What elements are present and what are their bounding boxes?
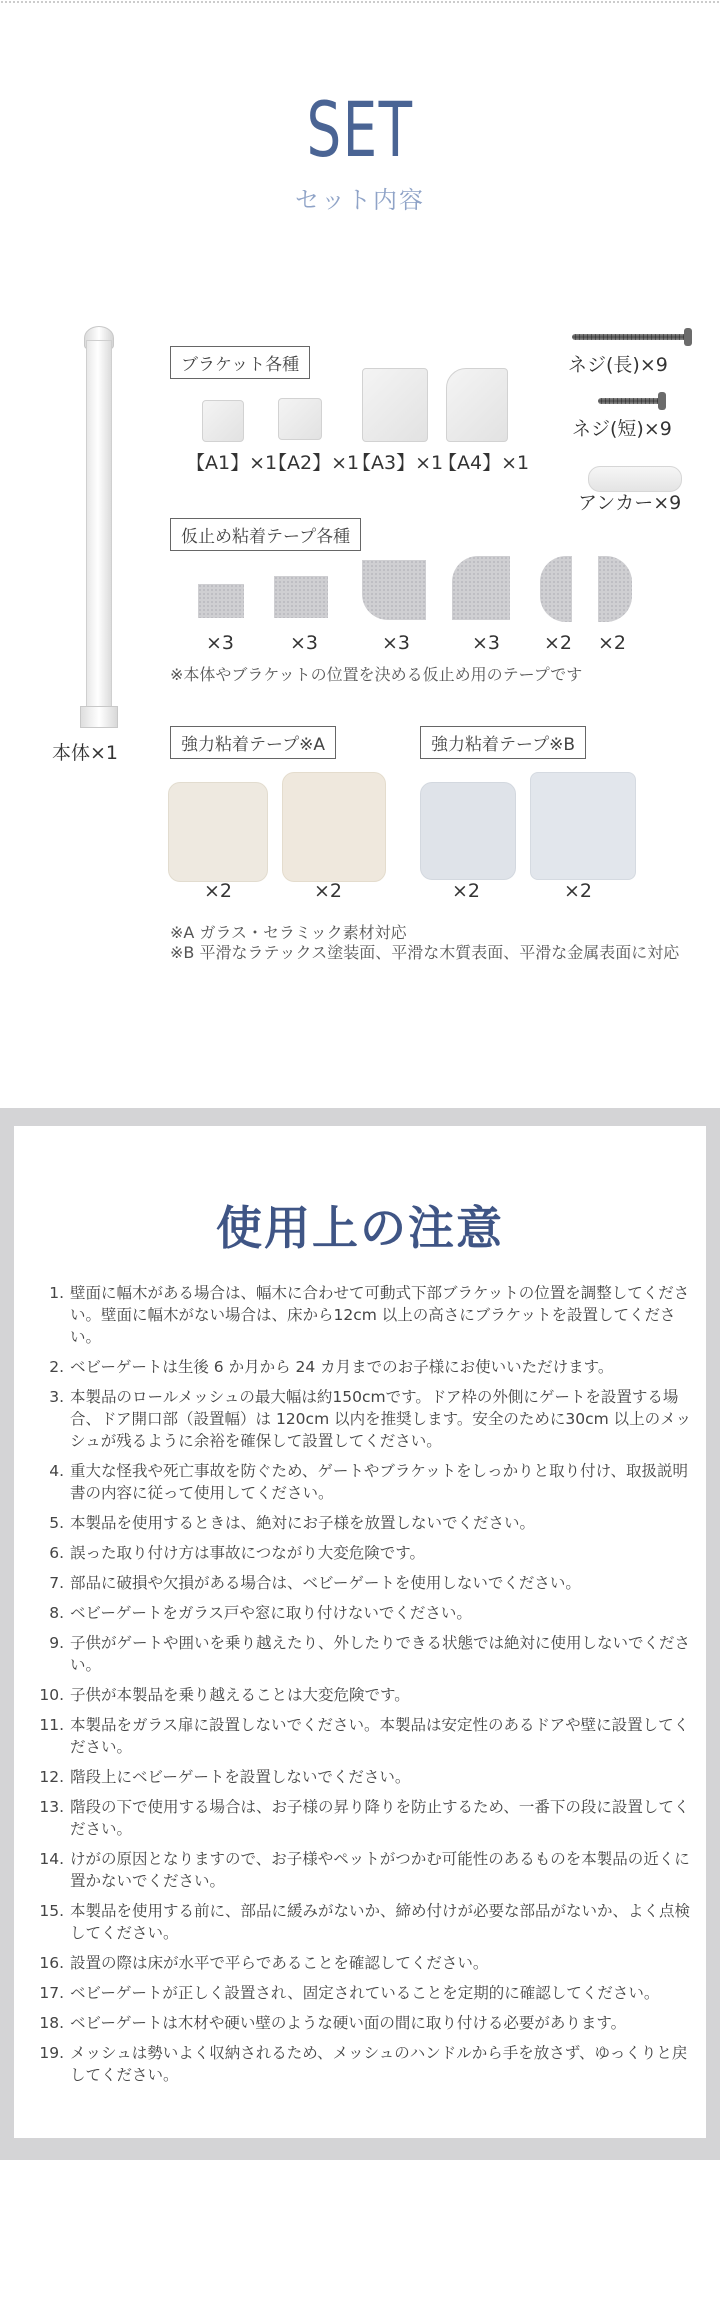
temp-tape-heading: 仮止め粘着テープ各種 [170,518,361,551]
gate-body-image [86,340,112,720]
notice-item-number: 11. [39,1716,64,1734]
body-count-label: 本体×1 [52,742,119,764]
notice-item-text: 壁面に幅木がある場合は、幅木に合わせて可動式下部ブラケットの位置を調整してください。壁面に幅木がない場合は、床から12cm 以上の高さにブラケットを設置してください。 [70,1284,690,1346]
strong-tape-a-image-1 [168,782,268,882]
notice-item-text: 階段の下で使用する場合は、お子様の昇り降りを防止するため、一番下の段に設置してください。 [70,1798,690,1838]
notice-item [36,1282,696,1348]
notice-item [36,1460,696,1504]
notice-item-number: 8. [49,1604,64,1622]
bracket-a1-label: 【A1】×1 [186,452,278,474]
notice-item-text: メッシュは勢いよく収納されるため、メッシュのハンドルから手を放さず、ゆっくりと戻してください。 [70,2044,688,2084]
bracket-a3-image [362,368,428,442]
temp-tape-count-3: ×3 [382,632,411,654]
notice-item-number: 1. [49,1284,64,1302]
notice-item [36,1356,696,1378]
notice-item-number: 6. [49,1544,64,1562]
bracket-a4-label: 【A4】×1 [438,452,530,474]
page-title: SET [306,85,414,174]
notice-item-number: 14. [39,1850,64,1868]
notice-item-text: ベビーゲートが正しく設置され、固定されていることを定期的に確認してください。 [70,1984,660,2002]
temp-tape-note: ※本体やブラケットの位置を決める仮止め用のテープです [170,665,583,684]
notice-item-number: 18. [39,2014,64,2032]
notice-item-text: けがの原因となりますので、お子様やペットがつかむ可能性のあるものを本製品の近くに置かないでください。 [70,1850,690,1890]
notice-item [36,1848,696,1892]
strong-tape-b-count-2: ×2 [564,880,593,902]
notice-item-text: 本製品を使用する前に、部品に緩みがないか、締め付けが必要な部品がないか、よく点検してください。 [70,1902,691,1942]
notice-item-text: 部品に破損や欠損がある場合は、ベビーゲートを使用しないでください。 [70,1574,581,1592]
notice-item [36,1386,696,1452]
strong-tape-b-image-2 [530,772,636,880]
strong-tape-b-count-1: ×2 [452,880,481,902]
notice-item [36,1714,696,1758]
anchor-label: アンカー×9 [578,492,682,514]
temp-tape-count-4: ×3 [472,632,501,654]
notice-item-text: ベビーゲートは木材や硬い壁のような硬い面の間に取り付ける必要があります。 [70,2014,627,2032]
strong-tape-a-image-2 [282,772,386,882]
bracket-a2-image [278,398,322,440]
notice-item-number: 7. [49,1574,64,1592]
notice-item [36,1952,696,1974]
notice-item [36,1796,696,1840]
long-screw-label: ネジ(長)×9 [568,354,668,376]
notice-item [36,1602,696,1624]
bracket-a3-label: 【A3】×1 [352,452,444,474]
notice-panel [0,1108,720,2160]
notice-item-text: 誤った取り付け方は事故につながり大変危険です。 [70,1544,425,1562]
temp-tape-count-2: ×3 [290,632,319,654]
notice-item [36,1572,696,1594]
notice-list [36,1282,696,2094]
notice-item-text: 階段上にベビーゲートを設置しないでください。 [70,1768,411,1786]
tape-note-a: ※A ガラス・セラミック素材対応 [170,923,407,942]
notice-item [36,1542,696,1564]
temp-tape-image-3 [362,560,426,620]
notice-item-number: 12. [39,1768,64,1786]
notice-card [14,1126,706,2138]
short-screw-label: ネジ(短)×9 [572,418,672,440]
long-screw-image [572,334,686,340]
notice-item-number: 16. [39,1954,64,1972]
notice-item-number: 2. [49,1358,64,1376]
notice-item [36,2012,696,2034]
notice-item-text: 子供がゲートや囲いを乗り越えたり、外したりできる状態では絶対に使用しないでください。 [70,1634,691,1674]
notice-item [36,1900,696,1944]
bracket-a2-label: 【A2】×1 [268,452,360,474]
notice-item-text: 重大な怪我や死亡事故を防ぐため、ゲートやブラケットをしっかりと取り付け、取扱説明書の内容に従って使用してください。 [70,1462,688,1502]
temp-tape-count-5: ×2 [544,632,573,654]
notice-item-text: 本製品を使用するときは、絶対にお子様を放置しないでください。 [70,1514,536,1532]
strong-tape-b-heading: 強力粘着テープ※B [420,726,586,759]
notice-item-number: 19. [39,2044,64,2062]
notice-item-number: 15. [39,1902,64,1920]
short-screw-image [598,398,660,404]
notice-item-number: 3. [49,1388,64,1406]
temp-tape-image-4 [452,556,510,620]
notice-item-number: 13. [39,1798,64,1816]
bracket-a1-image [202,400,244,442]
tape-note-b: ※B 平滑なラテックス塗装面、平滑な木質表面、平滑な金属表面に対応 [170,943,680,962]
temp-tape-image-6 [598,556,632,622]
notice-item-number: 10. [39,1686,64,1704]
notice-item-text: 本製品をガラス扉に設置しないでください。本製品は安定性のあるドアや壁に設置してください。 [70,1716,690,1756]
temp-tape-image-5 [540,556,572,622]
notice-item-text: ベビーゲートをガラス戸や窓に取り付けないでください。 [70,1604,472,1622]
strong-tape-a-count-2: ×2 [314,880,343,902]
notice-item-text: 設置の際は床が水平で平らであることを確認してください。 [70,1954,489,1972]
notice-item-text: 子供が本製品を乗り越えることは大変危険です。 [70,1686,410,1704]
notice-item-number: 5. [49,1514,64,1532]
page-subtitle: セット内容 [295,186,425,214]
notice-item-number: 17. [39,1984,64,2002]
temp-tape-image-2 [274,576,328,618]
strong-tape-a-heading: 強力粘着テープ※A [170,726,336,759]
bracket-a4-image [446,368,508,442]
notice-title: 使用上の注意 [216,1201,504,1255]
notice-item-text: ベビーゲートは生後 6 か月から 24 カ月までのお子様にお使いいただけます。 [70,1358,614,1376]
notice-item-number: 4. [49,1462,64,1480]
pole-foot-image [80,706,118,728]
brackets-heading: ブラケット各種 [170,346,310,379]
notice-item [36,1684,696,1706]
notice-item [36,1632,696,1676]
notice-item [36,2042,696,2086]
dotted-top-border [0,0,720,4]
notice-item-number: 9. [49,1634,64,1652]
notice-item [36,1512,696,1534]
notice-item [36,1766,696,1788]
notice-item [36,1982,696,2004]
strong-tape-b-image-1 [420,782,516,880]
temp-tape-count-6: ×2 [598,632,627,654]
temp-tape-count-1: ×3 [206,632,235,654]
strong-tape-a-count-1: ×2 [204,880,233,902]
temp-tape-image-1 [198,584,244,618]
notice-item-text: 本製品のロールメッシュの最大幅は約150cmです。ドア枠の外側にゲートを設置する場合、ドア開口部（設置幅）は 120cm 以内を推奨します。安全のために30cm 以上のメッシュが残るように余裕を確保して設置してください。 [70,1388,692,1450]
